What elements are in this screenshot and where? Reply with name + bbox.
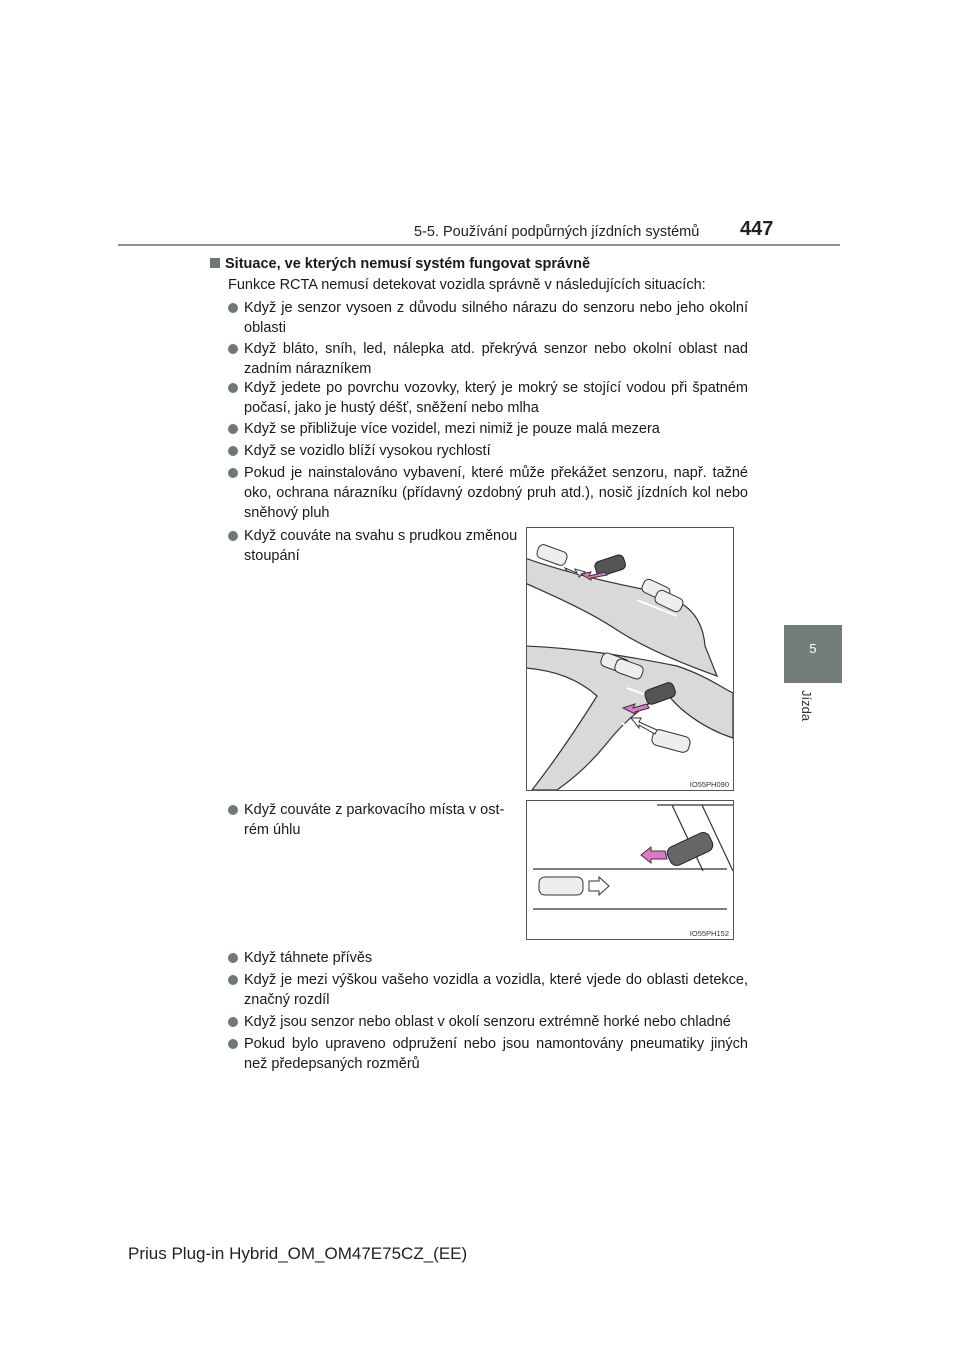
circle-bullet-icon [228, 1017, 238, 1027]
list-item-text: Když je senzor vysoen z důvodu silného nárazu do senzoru nebo jeho okolní oblasti [244, 300, 748, 336]
intro-text: Funkce RCTA nemusí detekovat vozidla správně v následujících situacích: [228, 277, 706, 293]
list-item-text: Když bláto, sníh, led, nálepka atd. překrývá senzor nebo okolní oblast nad zadním nárazníkem [244, 341, 748, 377]
figure-slope-reversing [526, 527, 734, 791]
circle-bullet-icon [228, 805, 238, 815]
list-item [228, 419, 748, 439]
list-item-text: Když se přibližuje více vozidel, mezi nimiž je pouze malá mezera [244, 421, 660, 437]
circle-bullet-icon [228, 424, 238, 434]
list-item [228, 800, 518, 840]
list-item [228, 948, 748, 968]
figure-angled-parking [526, 800, 734, 940]
circle-bullet-icon [228, 344, 238, 354]
circle-bullet-icon [228, 303, 238, 313]
circle-bullet-icon [228, 531, 238, 541]
pink-arrow-icon [641, 847, 667, 863]
list-item [228, 339, 748, 379]
circle-bullet-icon [228, 446, 238, 456]
list-item [228, 441, 748, 461]
car-icon [651, 728, 692, 753]
list-item [228, 1034, 748, 1074]
section-heading [210, 256, 590, 272]
list-item [228, 463, 748, 523]
circle-bullet-icon [228, 383, 238, 393]
circle-bullet-icon [228, 975, 238, 985]
list-item-text: Když couváte z parkovacího místa v ost-rém úhlu [244, 802, 505, 838]
list-item [228, 970, 748, 1010]
list-item-text: Když couváte na svahu s prudkou změnou stoupání [244, 528, 518, 564]
list-item-text: Když jedete po povrchu vozovky, který je mokrý se stojící vodou při špatném počasí, jako je hustý déšť, sněžení nebo mlha [244, 380, 748, 416]
header-divider [118, 244, 840, 246]
list-item [228, 298, 748, 338]
circle-bullet-icon [228, 1039, 238, 1049]
list-item-text: Pokud bylo upraveno odpružení nebo jsou namontovány pneumatiky jiných než předepsaných rozměrů [244, 1036, 748, 1072]
figure-code: IO55PH090 [689, 780, 729, 789]
list-item [228, 526, 518, 566]
page-number: 447 [740, 218, 774, 240]
section-title: 5-5. Používání podpůrných jízdních systémů [414, 224, 700, 240]
list-item-text: Když se vozidlo blíží vysokou rychlostí [244, 443, 491, 459]
square-bullet-icon [210, 258, 220, 268]
list-item-text: Když je mezi výškou vašeho vozidla a vozidla, které vjede do oblasti detekce, značný rozdíl [244, 972, 748, 1008]
list-item-text: Když táhnete přívěs [244, 950, 373, 966]
car-icon [539, 877, 583, 895]
circle-bullet-icon [228, 953, 238, 963]
list-item [228, 1012, 748, 1032]
figure-code: IO55PH152 [689, 929, 729, 938]
chapter-label-box [784, 690, 842, 740]
circle-bullet-icon [228, 468, 238, 478]
section-heading-text: Situace, ve kterých nemusí systém fungovat správně [225, 256, 591, 272]
list-item-text: Pokud je nainstalováno vybavení, které může překážet senzoru, např. tažné oko, ochrana nárazníku (přídavný ozdobný pruh atd.), nosič jízdních kol nebo sněhový pluh [244, 465, 748, 521]
list-item-text: Když jsou senzor nebo oblast v okolí senzoru extrémně horké nebo chladné [244, 1014, 731, 1030]
list-item [228, 378, 748, 418]
white-arrow-icon [589, 877, 609, 895]
chapter-label: Jízda [799, 690, 814, 722]
own-car-icon [665, 830, 715, 868]
document-id: Prius Plug-in Hybrid_OM_OM47E75CZ_(EE) [128, 1244, 468, 1263]
chapter-number: 5 [809, 641, 817, 656]
